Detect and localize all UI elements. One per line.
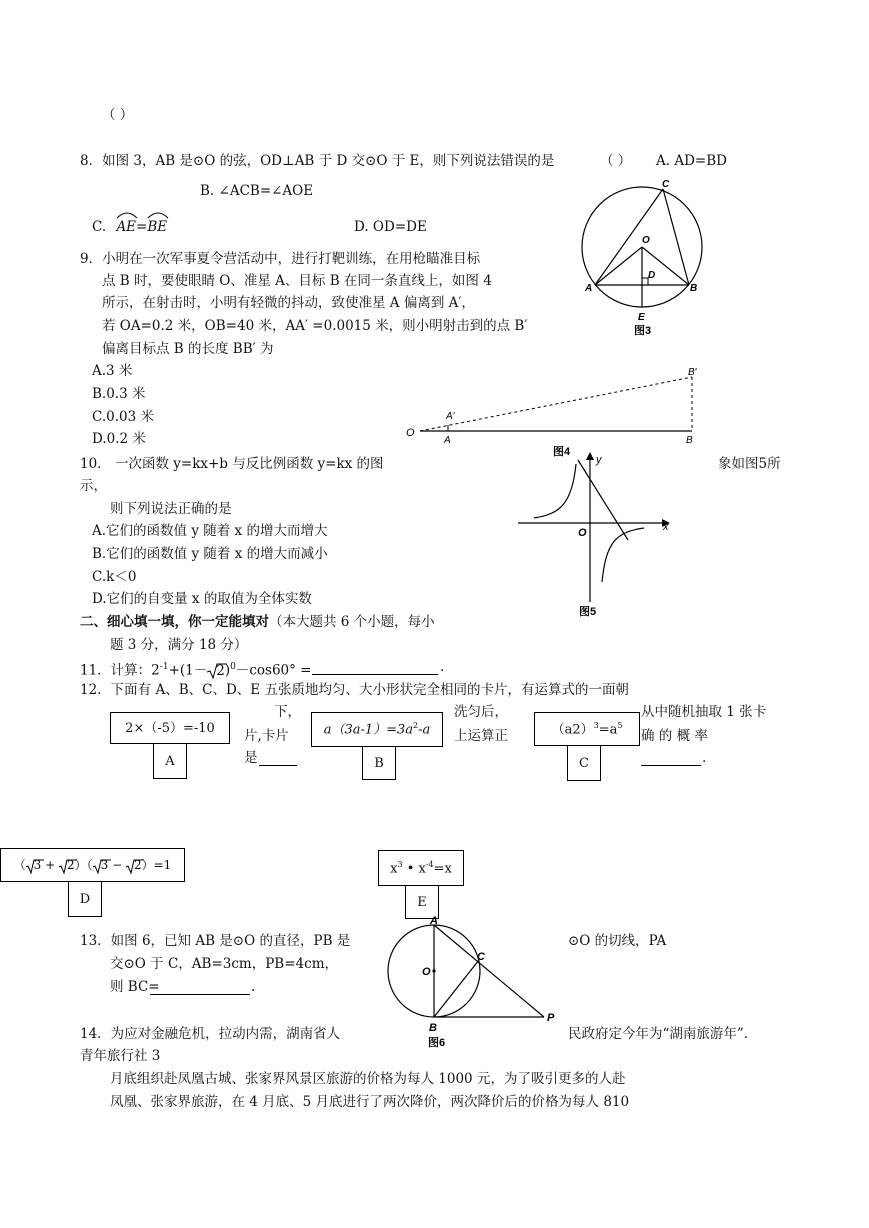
q12-line1: 12．下面有 A、B、C、D、E 五张质地均匀、大小形状完全相同的卡片，有运算式的一面朝 [80, 682, 629, 698]
q12-frag-is: 是 [244, 750, 258, 766]
fig3-label-b: B [690, 283, 698, 294]
card-a-label: A [153, 743, 187, 779]
arc-mark-icon [147, 211, 169, 219]
fig5-caption: 图5 [579, 606, 597, 618]
q11-end: . [440, 659, 445, 675]
q14-line1-end: 青年旅行社 3 [80, 1048, 161, 1064]
q9-line1: 9．小明在一次军事夏令营活动中，进行打靶训练，在用枪瞄准目标 [80, 251, 481, 267]
q10-option-b: B.它们的函数值 y 随着 x 的增大而减小 [92, 546, 328, 562]
sqrt-icon [93, 859, 111, 874]
q10-line2: 则下列说法正确的是 [110, 501, 232, 517]
arc-equals: = [136, 219, 148, 235]
q10-option-a: A.它们的函数值 y 随着 x 的增大而增大 [92, 523, 328, 539]
q10-line1-cont: 象如图5所 [718, 456, 781, 472]
fig6-label-b: B [429, 1022, 437, 1034]
q9-option-a: A.3 米 [92, 363, 133, 379]
q8-option-a: A. AD=BD [656, 153, 727, 169]
q9-line3: 所示，在射击时，小明有轻微的抖动，致使准星 A 偏离到 A′， [102, 295, 475, 311]
card-c-label: C [567, 745, 601, 781]
q11-answer-blank[interactable] [312, 660, 438, 675]
fig4-label-a-prime: A′ [446, 411, 455, 422]
fig3-caption: 图3 [634, 325, 652, 337]
fig6-label-a: A [430, 915, 438, 927]
q12-answer-blank[interactable] [641, 751, 701, 766]
arc-ae: AE [116, 218, 136, 236]
fig6-label-p: P [547, 1012, 555, 1024]
section-2-heading-line2: 题 3 分，满分 18 分） [110, 637, 248, 653]
card-a-expression: 2×（-5）=-10 [110, 712, 230, 744]
q12-frag-correct: 上运算正 [454, 728, 508, 744]
q8-option-d: D. OD=DE [354, 219, 427, 235]
q14-line3: 凤凰、张家界旅游，在 4 月底、5 月底进行了两次降价，两次降价后的价格为每人 810 [110, 1094, 630, 1110]
q13-line2: 交⊙O 于 C，AB=3cm，PB=4cm， [110, 956, 338, 972]
card-d-expression: （ 3 + 2）（ 3 − 2）=1 [0, 848, 185, 882]
q14-line1: 14．为应对金融危机，拉动内需，湖南省人 [80, 1026, 341, 1042]
sqrt-expr: 2 [207, 662, 225, 680]
q10-line1: 10． 一次函数 y=kx+b 与反比例函数 y=kx 的图 [80, 456, 384, 472]
q8-option-b: B. ∠ACB=∠AOE [200, 183, 314, 199]
fig3-label-a: A [585, 283, 593, 294]
fig6-label-c: C [477, 951, 485, 963]
q10-option-c: C.k＜0 [92, 569, 137, 585]
q13-line3: 则 BC= [110, 979, 160, 995]
section-2-heading: 二、细心填一填，你一定能填对（本大题共 6 个小题，每小 [80, 614, 435, 630]
fig5-label-o: O [578, 527, 587, 539]
fig3-label-d: D [648, 270, 656, 281]
q12-end: . [702, 750, 707, 766]
sqrt-icon [126, 859, 144, 874]
card-c-expression: $(a2)^3=a^5$ [534, 712, 640, 746]
fig3-label-o: O [642, 235, 650, 246]
fig3-label-c: C [662, 179, 670, 190]
answer-paren: （ ） [102, 107, 134, 123]
figure-3-circle [572, 174, 712, 339]
q10-line1-end: 示， [80, 478, 107, 494]
q12-blank-left[interactable] [259, 751, 297, 766]
q12-frag-prob: 确 的 概 率 [641, 728, 708, 744]
q13-line1-cont: ⊙O 的切线，PA [568, 933, 667, 949]
figure-6-circle-tangent [378, 912, 568, 1052]
q12-frag-draw: 从中随机抽取 1 张卡 [641, 704, 767, 720]
q13-line1: 13．如图 6，已知 AB 是⊙O 的直径，PB 是 [80, 933, 351, 949]
fig4-label-b: B [686, 435, 693, 446]
fig5-label-y: y [596, 454, 602, 466]
q9-line5: 偏离目标点 B 的长度 BB′ 为 [102, 341, 274, 357]
fig4-caption: 图4 [553, 446, 571, 458]
fig4-label-a: A [444, 435, 451, 446]
q9-option-c: C.0.03 米 [92, 409, 154, 425]
sqrt-icon [26, 859, 44, 874]
q8-stem: 8．如图 3，AB 是⊙O 的弦，OD⊥AB 于 D 交⊙O 于 E，则下列说法错误的是 [80, 153, 555, 169]
fig3-label-e: E [638, 312, 645, 323]
fig6-caption: 图6 [428, 1037, 446, 1049]
card-e-expression: $x^3$ • $x^{-4}=x$ [378, 850, 464, 886]
q13-end: . [251, 979, 256, 995]
q9-option-d: D.0.2 米 [92, 431, 146, 447]
fig4-label-b-prime: B′ [688, 367, 697, 378]
arc-be: BE [147, 218, 167, 236]
q9-line4: 若 OA=0.2 米，OB=40 米，AA′ =0.0015 米，则小明射击到的点 B′ [102, 318, 528, 334]
q12-frag-down: 下， [274, 704, 301, 720]
card-b-expression: $a(3a-1)=3a^2-a$ [311, 712, 443, 747]
q14-line2: 月底组织赴凤凰古城、张家界风景区旅游的价格为每人 1000 元，为了吸引更多的人赴 [110, 1071, 626, 1087]
fig4-label-o: O [406, 427, 415, 439]
q13-answer-blank[interactable] [150, 980, 250, 995]
figure-4-line [400, 362, 720, 462]
card-e-label: E [405, 885, 439, 919]
q9-option-b: B.0.3 米 [92, 386, 146, 402]
card-b-label: B [362, 746, 396, 780]
card-d-label: D [68, 881, 102, 917]
sqrt-icon [59, 859, 77, 874]
q8-option-c-prefix: C. [92, 219, 107, 235]
q12-frag-card: 片,卡片 [244, 728, 289, 744]
q14-line1-cont: 民政府定今年为“湖南旅游年”. [568, 1026, 749, 1042]
figure-5-graph [512, 452, 672, 620]
fig5-label-x: x [663, 521, 669, 533]
sqrt-icon [207, 663, 227, 679]
q12-frag-wash: 洗匀后， [454, 704, 508, 720]
q8-answer-paren: （ ） [600, 153, 632, 169]
fig6-label-o: O [422, 966, 431, 978]
q9-line2: 点 B 时，要使眼睛 O、准星 A、目标 B 在同一条直线上，如图 4 [102, 273, 492, 289]
arc-mark-icon [116, 211, 138, 219]
q8-option-c [92, 218, 167, 236]
q11-stem: 11．计算：$2^{-1}+(1-$ 2)$^0$－cos60° = [80, 662, 312, 679]
q10-option-d: D.它们的自变量 x 的取值为全体实数 [92, 591, 312, 607]
